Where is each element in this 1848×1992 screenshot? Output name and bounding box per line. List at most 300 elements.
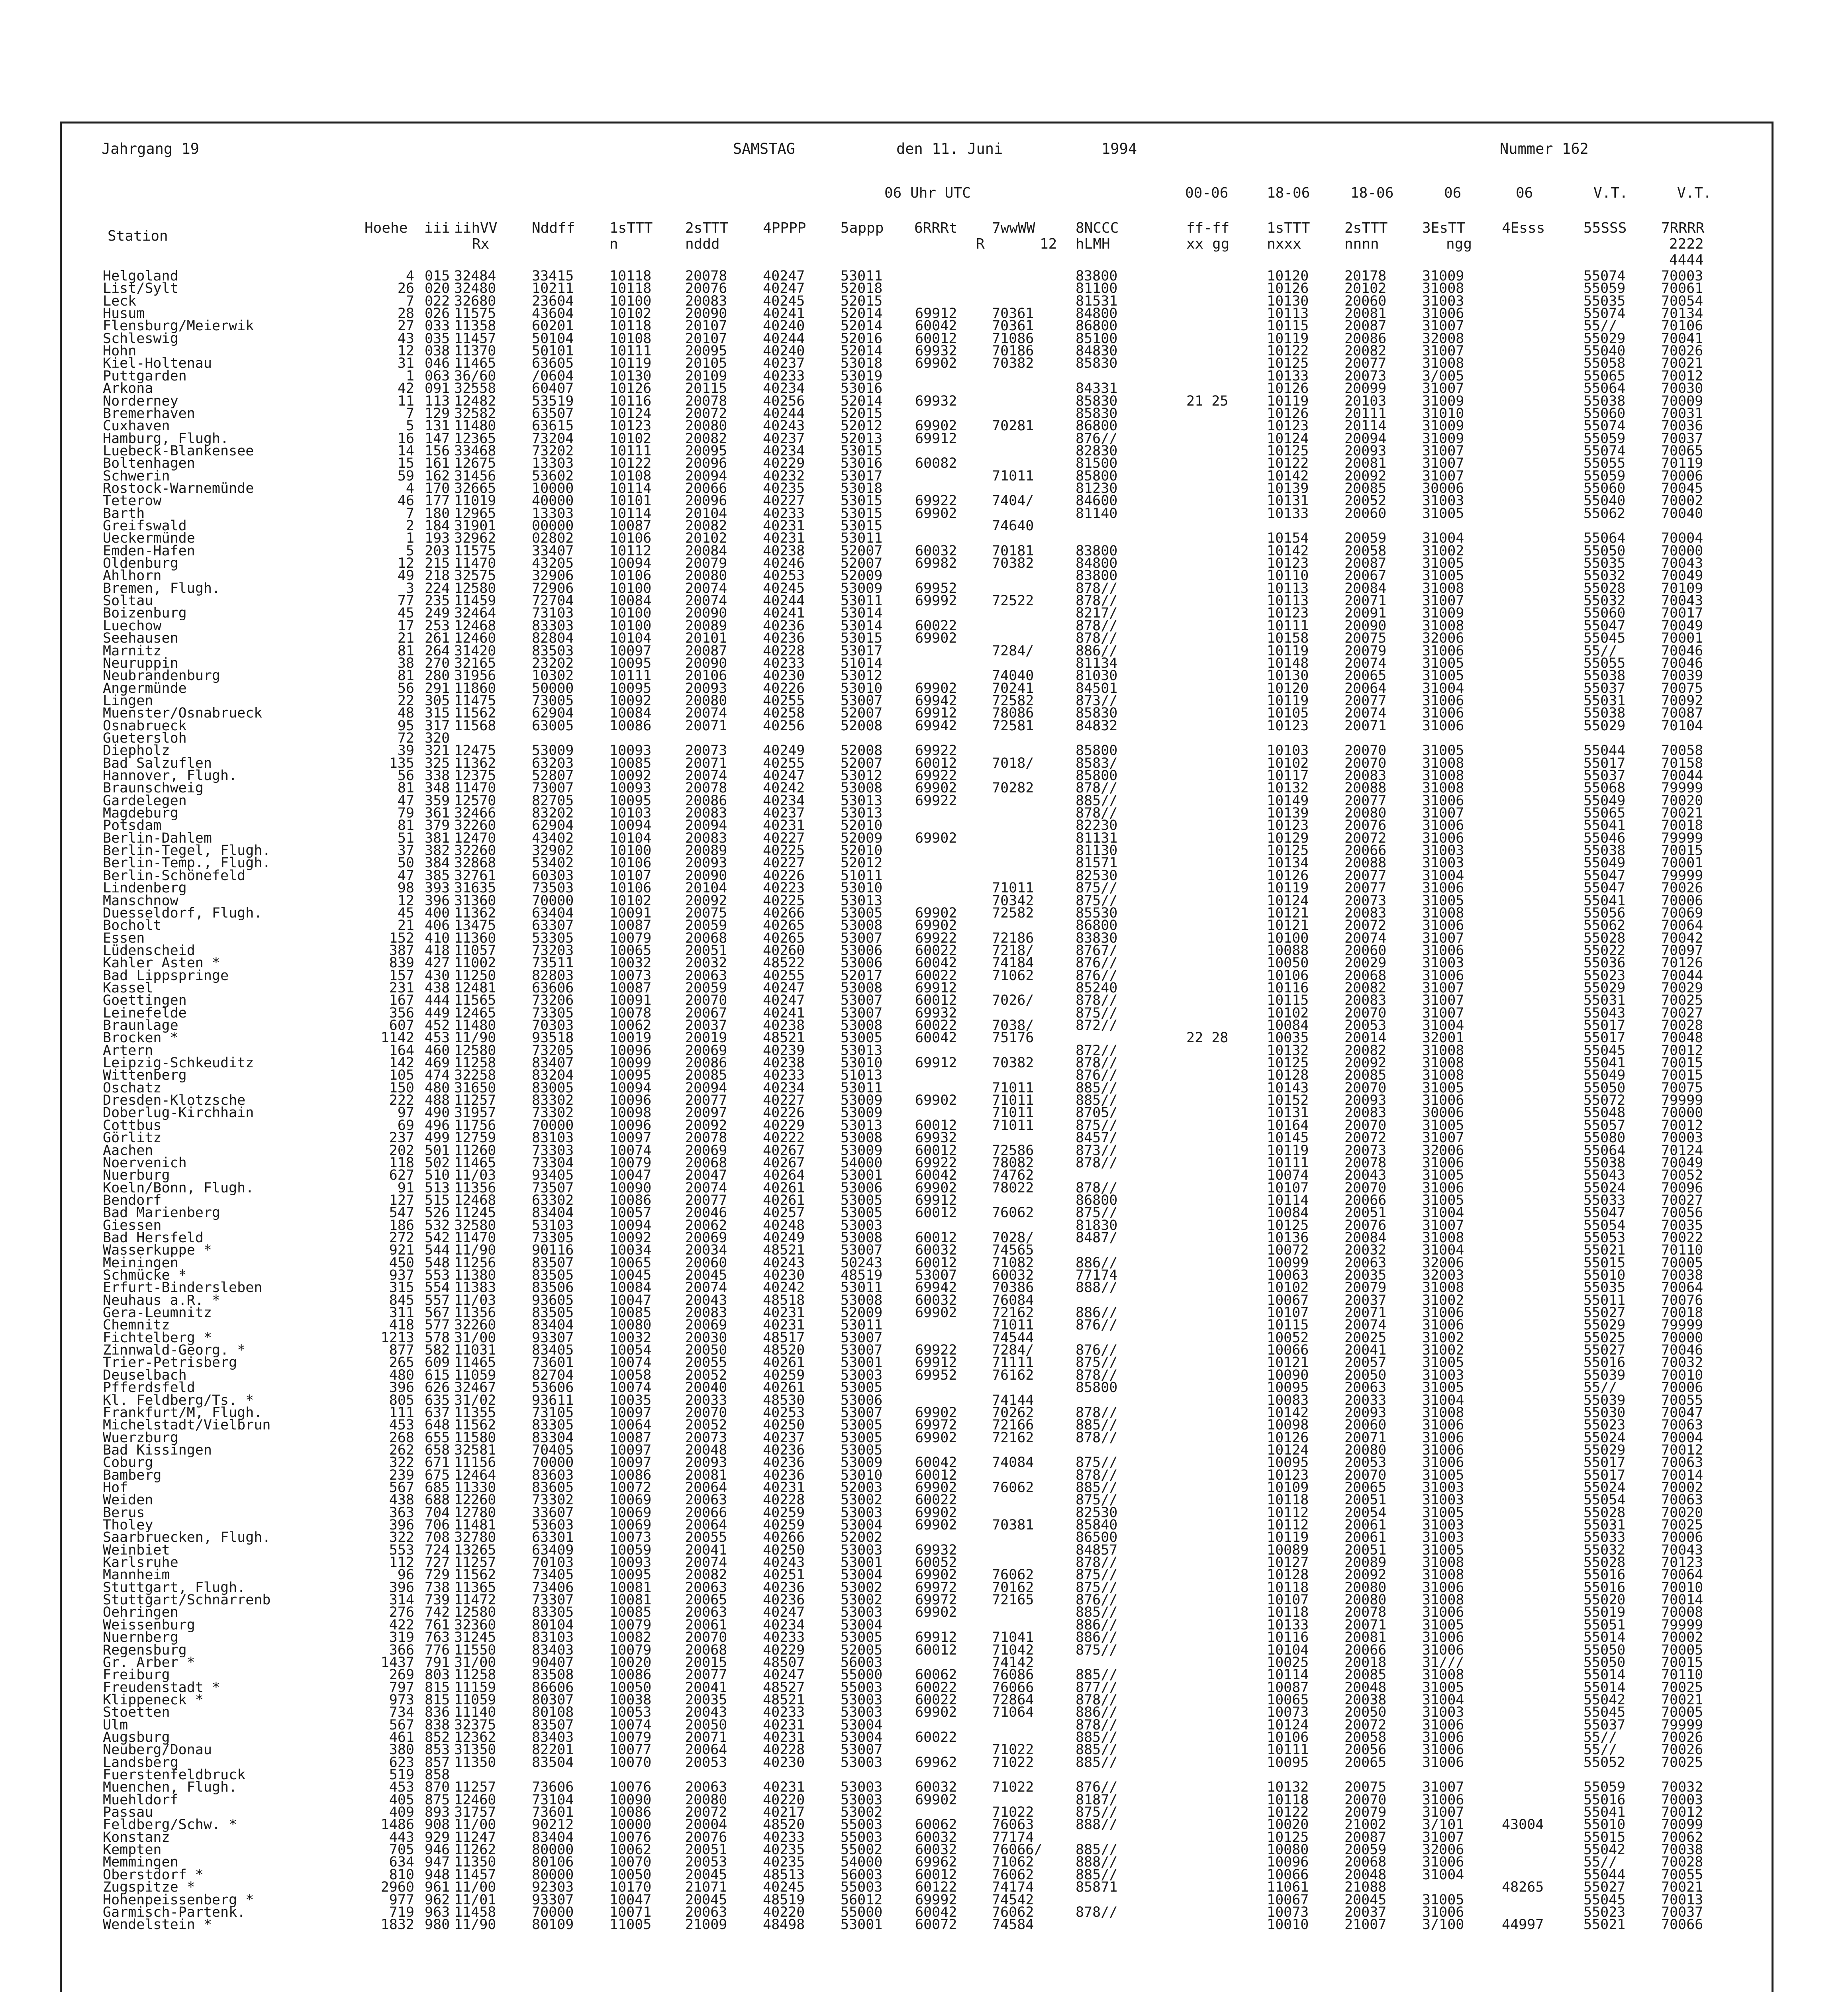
cell-station: Michelstadt/Vielbrun (103, 1417, 271, 1433)
cell-station: Kassel (103, 980, 153, 996)
cell-n8: 876// (1076, 1317, 1118, 1333)
cell-t1: 10122 (1267, 1804, 1309, 1821)
cell-s1: 10093 (609, 743, 652, 759)
cell-p4: 40233 (763, 368, 805, 384)
cell-n8: 83830 (1076, 930, 1118, 946)
cell-r6: 69932 (915, 1005, 957, 1021)
cell-hoehe: 157 (389, 967, 414, 984)
cell-s55: 55035 (1583, 555, 1626, 572)
cell-iihvv: 11/90 (454, 1030, 496, 1046)
cell-n8: 82530 (1076, 867, 1118, 884)
cell-nddff: 50101 (532, 343, 574, 359)
cell-e3: 31009 (1422, 268, 1464, 284)
cell-t2: 20087 (1344, 555, 1387, 572)
cell-e3: 31007 (1422, 343, 1464, 359)
cell-p4: 48513 (763, 1867, 805, 1883)
cell-iihvv: 11245 (454, 1205, 496, 1221)
cell-iihvv: 11140 (454, 1704, 496, 1721)
cell-s55: 55014 (1583, 1679, 1626, 1696)
cell-r7: 70027 (1661, 1005, 1703, 1021)
cell-iii: 381 (425, 830, 450, 846)
cell-iihvv: 11/03 (454, 1167, 496, 1184)
cell-s2: 20072 (685, 1804, 727, 1821)
cell-iii: 453 (425, 1030, 450, 1046)
cell-r7: 70027 (1661, 1192, 1703, 1208)
cell-t1: 10154 (1267, 530, 1309, 547)
col-1sttt-night-sub: nxxx (1267, 236, 1301, 252)
cell-e3: 31004 (1422, 1205, 1464, 1221)
cell-station: Potsdam (103, 818, 162, 834)
cell-station: Brocken * (103, 1030, 178, 1046)
cell-s2: 20035 (685, 1692, 727, 1708)
cell-t2: 20077 (1344, 692, 1387, 709)
cell-iihvv: 32761 (454, 867, 496, 884)
col-7rrrr-sub2: 4444 (1669, 252, 1704, 268)
col-7rrrr-sub1: 2222 (1669, 236, 1704, 252)
cell-e3: 31009 (1422, 605, 1464, 622)
cell-station: Cuxhaven (103, 418, 170, 434)
cell-hoehe: 405 (389, 1792, 414, 1808)
cell-n8: 886// (1076, 1629, 1118, 1646)
cell-n8: 86800 (1076, 1192, 1118, 1208)
cell-t1: 10125 (1267, 1055, 1309, 1071)
cell-s1: 10106 (609, 568, 652, 584)
cell-e4: 43004 (1502, 1817, 1544, 1833)
cell-s55: 55020 (1583, 1592, 1626, 1608)
cell-p4: 40228 (763, 1492, 805, 1508)
cell-s2: 20073 (685, 743, 727, 759)
cell-t2: 20090 (1344, 618, 1387, 634)
cell-iii: 858 (425, 1767, 450, 1783)
cell-r7: 70000 (1661, 1105, 1703, 1121)
cell-iihvv: 12470 (454, 830, 496, 846)
cell-s1: 10097 (609, 1130, 652, 1146)
cell-r7: 70003 (1661, 1792, 1703, 1808)
cell-t1: 10148 (1267, 655, 1309, 671)
cell-iihvv: 12375 (454, 768, 496, 784)
cell-nddff: 90212 (532, 1817, 574, 1833)
cell-iihvv: 11019 (454, 493, 496, 509)
cell-w7: 72162 (992, 1305, 1034, 1321)
cell-p4: 40245 (763, 580, 805, 596)
cell-t2: 20088 (1344, 780, 1387, 796)
cell-r7: 70028 (1661, 1854, 1703, 1870)
cell-s1: 10045 (609, 1267, 652, 1283)
cell-r6: 69902 (915, 918, 957, 934)
cell-t1: 10121 (1267, 905, 1309, 921)
cell-hoehe: 4 (406, 480, 414, 496)
cell-t1: 10102 (1267, 1280, 1309, 1296)
cell-w7: 71082 (992, 1255, 1034, 1271)
cell-nddff: 83506 (532, 1280, 574, 1296)
col-3estt-sub: ngg (1446, 236, 1472, 252)
cell-s55: 55014 (1583, 1629, 1626, 1646)
cell-t2: 20083 (1344, 905, 1387, 921)
cell-s55: 55028 (1583, 1555, 1626, 1571)
cell-e3: 31006 (1422, 1429, 1464, 1446)
cell-p4: 40251 (763, 1567, 805, 1583)
cell-s2: 20074 (685, 768, 727, 784)
cell-iihvv: 11355 (454, 1404, 496, 1421)
cell-w7: 71011 (992, 468, 1034, 484)
cell-iii: 513 (425, 1180, 450, 1196)
cell-iihvv: 31901 (454, 518, 496, 534)
cell-nddff: 70303 (532, 1018, 574, 1033)
cell-p4: 40241 (763, 605, 805, 622)
cell-t2: 20057 (1344, 1355, 1387, 1371)
cell-e3: 31005 (1422, 1192, 1464, 1208)
cell-iihvv: 32467 (454, 1380, 496, 1396)
cell-s2: 20094 (685, 1080, 727, 1096)
cell-w7: 71011 (992, 1080, 1034, 1096)
cell-t2: 20074 (1344, 930, 1387, 946)
cell-s1: 10100 (609, 618, 652, 634)
cell-s55: 55045 (1583, 1892, 1626, 1908)
cell-iihvv: 12468 (454, 618, 496, 634)
cell-hoehe: 396 (389, 1579, 414, 1596)
cell-n8: 85800 (1076, 768, 1118, 784)
cell-w7: 7018/ (992, 755, 1034, 771)
cell-t1: 10066 (1267, 1342, 1309, 1359)
cell-iii: 280 (425, 668, 450, 684)
cell-hoehe: 1142 (380, 1030, 414, 1046)
cell-t1: 10124 (1267, 892, 1309, 909)
cell-e3: 31006 (1422, 1604, 1464, 1621)
cell-r7: 79999 (1661, 1317, 1703, 1333)
cell-e3: 31007 (1422, 380, 1464, 397)
cell-iii: 502 (425, 1155, 450, 1171)
cell-t2: 21002 (1344, 1817, 1387, 1833)
table-row (0, 1919, 1848, 1931)
cell-s55: 55037 (1583, 768, 1626, 784)
cell-e3: 31007 (1422, 1779, 1464, 1796)
cell-nddff: 93405 (532, 1167, 574, 1184)
cell-e3: 32003 (1422, 1267, 1464, 1283)
cell-p4: 48517 (763, 1329, 805, 1346)
cell-r7: 70006 (1661, 1380, 1703, 1396)
cell-station: Ueckermünde (103, 530, 195, 547)
cell-p4: 40230 (763, 1267, 805, 1283)
cell-w7: 74142 (992, 1654, 1034, 1670)
cell-iihvv: 11756 (454, 1117, 496, 1133)
cell-station: Teterow (103, 493, 162, 509)
cell-p4: 40220 (763, 1792, 805, 1808)
cell-hoehe: 810 (389, 1867, 414, 1883)
cell-iii: 577 (425, 1317, 450, 1333)
cell-ff: 21 25 (1186, 393, 1229, 409)
cell-p5: 53005 (841, 905, 883, 921)
cell-s2: 20072 (685, 405, 727, 422)
cell-r6: 69922 (915, 743, 957, 759)
cell-nddff: 13303 (532, 505, 574, 522)
cell-t1: 10107 (1267, 1305, 1309, 1321)
cell-r7: 70020 (1661, 792, 1703, 809)
cell-t2: 20072 (1344, 918, 1387, 934)
cell-iii: 418 (425, 942, 450, 959)
cell-s1: 10097 (609, 1442, 652, 1458)
cell-r7: 70035 (1661, 1217, 1703, 1233)
cell-w7: 71022 (992, 1742, 1034, 1758)
cell-iii: 548 (425, 1255, 450, 1271)
cell-s55: 55029 (1583, 718, 1626, 734)
cell-hoehe: 81 (397, 780, 414, 796)
cell-hoehe: 222 (389, 1092, 414, 1109)
cell-n8: 84501 (1076, 680, 1118, 696)
cell-t1: 10066 (1267, 1867, 1309, 1883)
cell-station: Dresden-Klotzsche (103, 1092, 246, 1109)
cell-r7: 70039 (1661, 668, 1703, 684)
cell-iihvv: 11459 (454, 593, 496, 609)
cell-s1: 10069 (609, 1517, 652, 1533)
cell-n8: 82830 (1076, 443, 1118, 459)
cell-n8: 85830 (1076, 393, 1118, 409)
cell-hoehe: 519 (389, 1767, 414, 1783)
cell-s2: 20078 (685, 268, 727, 284)
cell-station: Karlsruhe (103, 1555, 178, 1571)
cell-w7: 74762 (992, 1167, 1034, 1184)
cell-s2: 20074 (685, 705, 727, 722)
cell-t2: 20052 (1344, 493, 1387, 509)
cell-w7: 70361 (992, 306, 1034, 322)
cell-n8: 8457/ (1076, 1130, 1118, 1146)
cell-nddff: 73302 (532, 1105, 574, 1121)
cell-r7: 70092 (1661, 692, 1703, 709)
cell-station: Stuttgart, Flugh. (103, 1579, 246, 1596)
cell-nddff: 82704 (532, 1367, 574, 1383)
cell-w7: 71062 (992, 1854, 1034, 1870)
cell-s2: 20087 (685, 643, 727, 659)
cell-iii: 480 (425, 1080, 450, 1096)
cell-r7: 70104 (1661, 718, 1703, 734)
vt-label: V.T. (1593, 185, 1628, 201)
cell-p4: 40256 (763, 718, 805, 734)
cell-p4: 40244 (763, 330, 805, 347)
cell-s55: 55064 (1583, 1142, 1626, 1159)
cell-iihvv: 33468 (454, 443, 496, 459)
cell-t1: 10115 (1267, 1317, 1309, 1333)
cell-t1: 10133 (1267, 1617, 1309, 1633)
volume-label: Jahrgang 19 (102, 140, 200, 157)
cell-t2: 20089 (1344, 1555, 1387, 1571)
cell-p4: 40236 (763, 1442, 805, 1458)
cell-s1: 10000 (609, 1817, 652, 1833)
cell-p4: 40245 (763, 293, 805, 309)
cell-iii: 022 (425, 293, 450, 309)
cell-t2: 20050 (1344, 1367, 1387, 1383)
cell-p4: 40227 (763, 493, 805, 509)
cell-hoehe: 877 (389, 1342, 414, 1359)
cell-p4: 40229 (763, 1117, 805, 1133)
cell-s55: 55017 (1583, 1018, 1626, 1033)
cell-s1: 10093 (609, 780, 652, 796)
cell-r7: 70063 (1661, 1492, 1703, 1508)
cell-iii: 815 (425, 1679, 450, 1696)
cell-s1: 10094 (609, 1080, 652, 1096)
cell-s1: 10020 (609, 1654, 652, 1670)
cell-nddff: 83305 (532, 1417, 574, 1433)
cell-w7: 72582 (992, 692, 1034, 709)
cell-t2: 20070 (1344, 1117, 1387, 1133)
cell-ff: 22 28 (1186, 1030, 1229, 1046)
cell-r7: 70017 (1661, 605, 1703, 622)
cell-e3: 3/005 (1422, 368, 1464, 384)
cell-n8: 8187/ (1076, 1792, 1118, 1808)
cell-t2: 20045 (1344, 1892, 1387, 1908)
cell-station: Manschnow (103, 892, 178, 909)
cell-station: Koeln/Bonn, Flugh. (103, 1180, 254, 1196)
cell-s2: 20102 (685, 530, 727, 547)
cell-r7: 70158 (1661, 755, 1703, 771)
cell-t1: 10020 (1267, 1817, 1309, 1833)
cell-nddff: 73205 (532, 1042, 574, 1059)
cell-r6: 60012 (915, 1229, 957, 1246)
cell-nddff: 70000 (532, 892, 574, 909)
cell-w7: 7028/ (992, 1229, 1034, 1246)
cell-iihvv: 31420 (454, 643, 496, 659)
cell-s1: 10100 (609, 580, 652, 596)
cell-p5: 52007 (841, 555, 883, 572)
cell-t1: 10080 (1267, 1842, 1309, 1858)
cell-e3: 31006 (1422, 792, 1464, 809)
cell-p4: 40266 (763, 1529, 805, 1546)
cell-p4: 40256 (763, 393, 805, 409)
cell-t1: 10073 (1267, 1704, 1309, 1721)
utc-time-label: 06 Uhr UTC (884, 185, 971, 201)
cell-p4: 40226 (763, 680, 805, 696)
cell-t1: 10063 (1267, 1267, 1309, 1283)
cell-s2: 20041 (685, 1542, 727, 1558)
cell-s2: 20070 (685, 1404, 727, 1421)
cell-iii: 170 (425, 480, 450, 496)
cell-s2: 20053 (685, 1754, 727, 1770)
cell-s1: 10072 (609, 1479, 652, 1496)
cell-s1: 10079 (609, 1729, 652, 1745)
cell-iii: 215 (425, 555, 450, 572)
cell-t1: 10142 (1267, 543, 1309, 559)
cell-t2: 20072 (1344, 830, 1387, 846)
cell-r7: 70004 (1661, 1429, 1703, 1446)
cell-t1: 10102 (1267, 755, 1309, 771)
cell-t1: 10132 (1267, 1042, 1309, 1059)
cell-s2: 20045 (685, 1892, 727, 1908)
cell-w7: 72864 (992, 1692, 1034, 1708)
cell-r6: 60022 (915, 1492, 957, 1508)
table-row (0, 470, 1848, 482)
cell-s1: 10108 (609, 468, 652, 484)
cell-hoehe: 480 (389, 1367, 414, 1383)
cell-s55: 55039 (1583, 1367, 1626, 1383)
cell-t1: 10126 (1267, 1429, 1309, 1446)
cell-r7: 70000 (1661, 543, 1703, 559)
cell-station: Bad Hersfeld (103, 1229, 204, 1246)
cell-p5: 53019 (841, 368, 883, 384)
cell-t2: 20051 (1344, 1492, 1387, 1508)
cell-s55: 55039 (1583, 1392, 1626, 1408)
cell-t1: 10119 (1267, 393, 1309, 409)
cell-p4: 40261 (763, 1380, 805, 1396)
cell-hoehe: 81 (397, 643, 414, 659)
cell-iii: 449 (425, 1005, 450, 1021)
cell-iii: 853 (425, 1742, 450, 1758)
cell-hoehe: 239 (389, 1467, 414, 1483)
cell-r6: 69902 (915, 905, 957, 921)
hour-06-label: 06 (1444, 185, 1462, 201)
cell-iii: 761 (425, 1617, 450, 1633)
cell-hoehe: 28 (397, 306, 414, 322)
cell-r6: 69912 (915, 705, 957, 722)
cell-p4: 40237 (763, 805, 805, 822)
cell-t2: 20103 (1344, 393, 1387, 409)
cell-t2: 20075 (1344, 630, 1387, 647)
cell-r6: 69902 (915, 1567, 957, 1583)
cell-p4: 40247 (763, 1604, 805, 1621)
cell-n8: 81571 (1076, 855, 1118, 871)
cell-r7: 70046 (1661, 1342, 1703, 1359)
cell-w7: 71011 (992, 880, 1034, 896)
col-6rrrt-sub: R (976, 236, 985, 252)
cell-hoehe: 567 (389, 1717, 414, 1733)
cell-p5: 53011 (841, 1317, 883, 1333)
cell-t2: 20091 (1344, 605, 1387, 622)
cell-hoehe: 627 (389, 1167, 414, 1184)
cell-s1: 10084 (609, 1280, 652, 1296)
cell-r7: 70030 (1661, 380, 1703, 397)
col-ffff: ff-ff (1186, 220, 1230, 236)
cell-n8: 878// (1076, 630, 1118, 647)
cell-e3: 31008 (1422, 1592, 1464, 1608)
cell-s1: 10070 (609, 1854, 652, 1870)
cell-iii: 742 (425, 1604, 450, 1621)
cell-n8: 878// (1076, 1055, 1118, 1071)
cell-hoehe: 567 (389, 1479, 414, 1496)
cell-s55: 55032 (1583, 568, 1626, 584)
cell-t1: 10142 (1267, 1404, 1309, 1421)
cell-t2: 20025 (1344, 1329, 1387, 1346)
cell-t2: 20041 (1344, 1342, 1387, 1359)
cell-p4: 48518 (763, 1292, 805, 1308)
cell-n8: 81130 (1076, 843, 1118, 859)
cell-s2: 20104 (685, 505, 727, 522)
cell-e3: 31006 (1422, 1305, 1464, 1321)
cell-r6: 69922 (915, 930, 957, 946)
cell-e3: 31006 (1422, 1442, 1464, 1458)
cell-e3: 31009 (1422, 418, 1464, 434)
cell-station: Puttgarden (103, 368, 187, 384)
cell-p4: 40253 (763, 568, 805, 584)
cell-iii: 704 (425, 1504, 450, 1521)
cell-t2: 20079 (1344, 1804, 1387, 1821)
col-iihvv-sub: Rx (472, 236, 490, 252)
cell-p5: 53016 (841, 455, 883, 472)
cell-s2: 20070 (685, 1629, 727, 1646)
cell-iihvv: 31/00 (454, 1654, 496, 1670)
cell-t1: 10133 (1267, 505, 1309, 522)
cell-r7: 70001 (1661, 855, 1703, 871)
cell-s1: 10118 (609, 280, 652, 297)
cell-nddff: 86606 (532, 1679, 574, 1696)
cell-r6: 69912 (915, 1192, 957, 1208)
cell-r6: 69922 (915, 493, 957, 509)
cell-s55: 55052 (1583, 1754, 1626, 1770)
cell-station: Nuerburg (103, 1167, 170, 1184)
col-8nccc-sub: hLMH (1076, 236, 1110, 252)
cell-n8: 875// (1076, 1117, 1118, 1133)
cell-s1: 10123 (609, 418, 652, 434)
cell-s55: 55041 (1583, 818, 1626, 834)
cell-p4: 40247 (763, 980, 805, 996)
hour-06b-label: 06 (1516, 185, 1533, 201)
cell-t2: 20114 (1344, 418, 1387, 434)
